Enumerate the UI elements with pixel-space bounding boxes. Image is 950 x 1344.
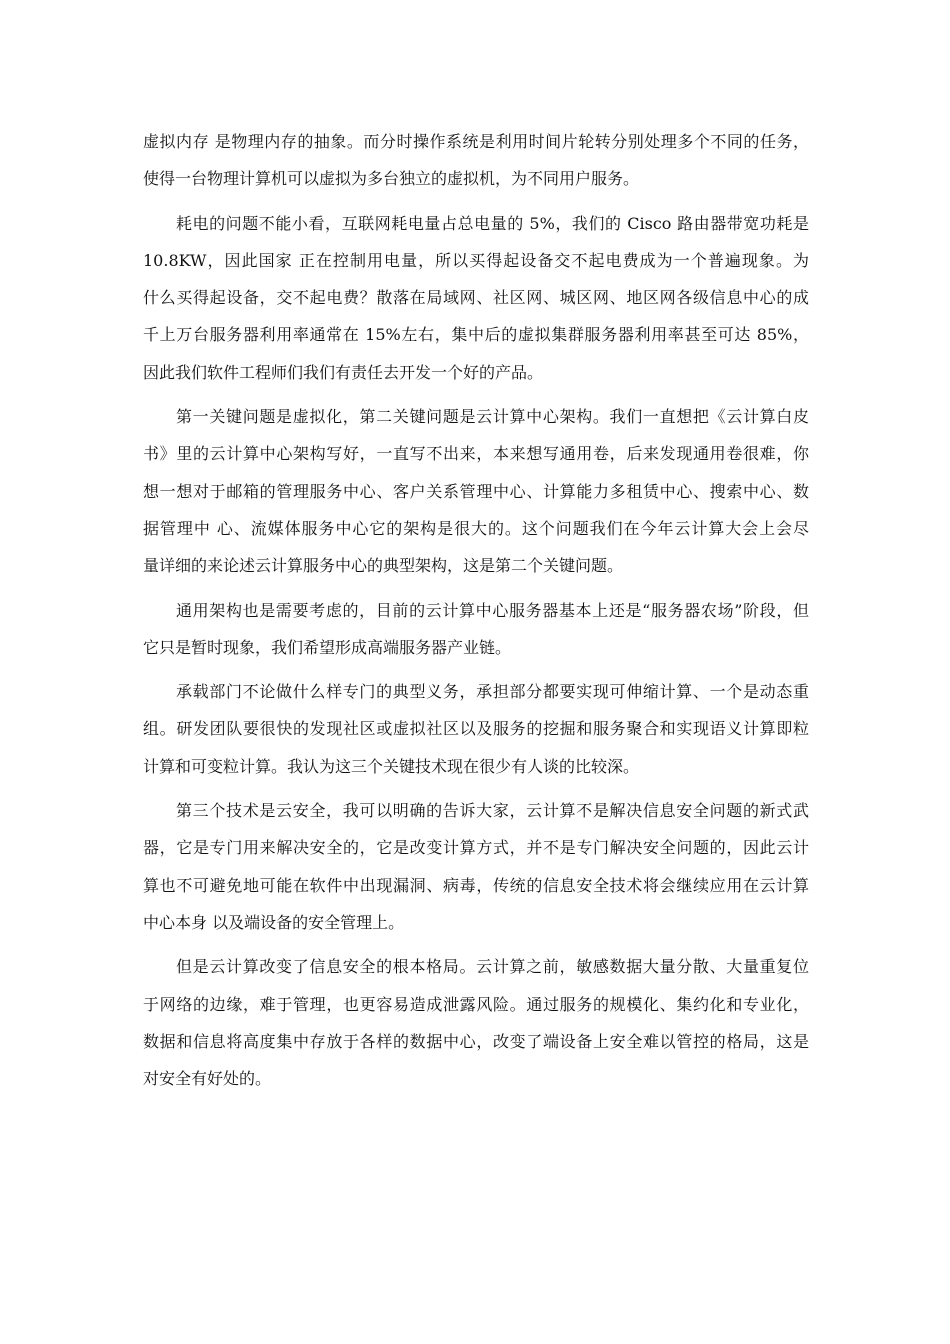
text-line: 第三个技术是云安全，我可以明确的告诉大家，云计算不是解决信息安全问题的新式武	[176, 801, 809, 821]
paragraph-security-landscape	[143, 948, 809, 1097]
text-line: 使得一台物理计算机可以虚拟为多台独立的虚拟机，为不同用户服务。	[143, 169, 640, 189]
text-line: 中心本身 以及端设备的安全管理上。	[143, 912, 405, 932]
document-body	[143, 123, 809, 1104]
text-line: 计算和可变粒计算。我认为这三个关键技术现在很少有人谈的比较深。	[143, 756, 640, 776]
paragraph-power-consumption	[143, 205, 809, 391]
paragraph-general-architecture	[143, 592, 809, 667]
text-line: 书》里的云计算中心架构写好，一直写不出来，本来想写通用卷，后来发现通用卷很难，你	[143, 444, 809, 464]
text-line: 但是云计算改变了信息安全的根本格局。云计算之前，敏感数据大量分散、大量重复位	[176, 957, 809, 977]
paragraph-bearing-departments	[143, 673, 809, 785]
text-line: 耗电的问题不能小看，互联网耗电量占总电量的 5%，我们的 Cisco 路由器带宽功耗是	[176, 213, 809, 233]
text-line: 组。研发团队要很快的发现社区或虚拟社区以及服务的挖掘和服务聚合和实现语义计算即粒	[143, 719, 809, 739]
text-line: 因此我们软件工程师们我们有责任去开发一个好的产品。	[143, 362, 544, 382]
paragraph-key-problems	[143, 398, 809, 584]
text-line: 想一想对于邮箱的管理服务中心、客户关系管理中心、计算能力多租赁中心、搜索中心、数	[143, 481, 809, 501]
text-line: 第一关键问题是虚拟化，第二关键问题是云计算中心架构。我们一直想把《云计算白皮	[176, 407, 809, 427]
text-line: 什么买得起设备，交不起电费？散落在局域网、社区网、城区网、地区网各级信息中心的成	[143, 288, 809, 308]
text-line: 数据和信息将高度集中存放于各样的数据中心，改变了端设备上安全难以管控的格局，这是	[143, 1031, 809, 1051]
text-line: 器，它是专门用来解决安全的，它是改变计算方式，并不是专门解决安全问题的，因此云计	[143, 838, 809, 858]
paragraph-virtual-memory	[143, 123, 809, 198]
text-line: 它只是暂时现象，我们希望形成高端服务器产业链。	[143, 637, 512, 657]
text-line: 算也不可避免地可能在软件中出现漏洞、病毒，传统的信息安全技术将会继续应用在云计算	[143, 875, 809, 895]
text-line: 据管理中 心、流媒体服务中心它的架构是很大的。这个问题我们在今年云计算大会上会尽	[143, 518, 809, 538]
text-line: 承载部门不论做什么样专门的典型义务，承担部分都要实现可伸缩计算、一个是动态重	[176, 682, 809, 702]
text-line: 10.8KW，因此国家 正在控制用电量，所以买得起设备交不起电费成为一个普遍现象。为	[143, 250, 809, 270]
text-line: 通用架构也是需要考虑的，目前的云计算中心服务器基本上还是“服务器农场”阶段，但	[176, 600, 809, 620]
text-line: 对安全有好处的。	[143, 1069, 272, 1089]
text-line: 虚拟内存 是物理内存的抽象。而分时操作系统是利用时间片轮转分别处理多个不同的任务，	[143, 132, 809, 151]
text-line: 千上万台服务器利用率通常在 15%左右，集中后的虚拟集群服务器利用率甚至可达 85%，	[143, 325, 809, 345]
text-line: 量详细的来论述云计算服务中心的典型架构，这是第二个关键问题。	[143, 556, 624, 576]
paragraph-cloud-security	[143, 792, 809, 941]
text-line: 于网络的边缘，难于管理，也更容易造成泄露风险。通过服务的规模化、集约化和专业化，	[143, 994, 809, 1014]
